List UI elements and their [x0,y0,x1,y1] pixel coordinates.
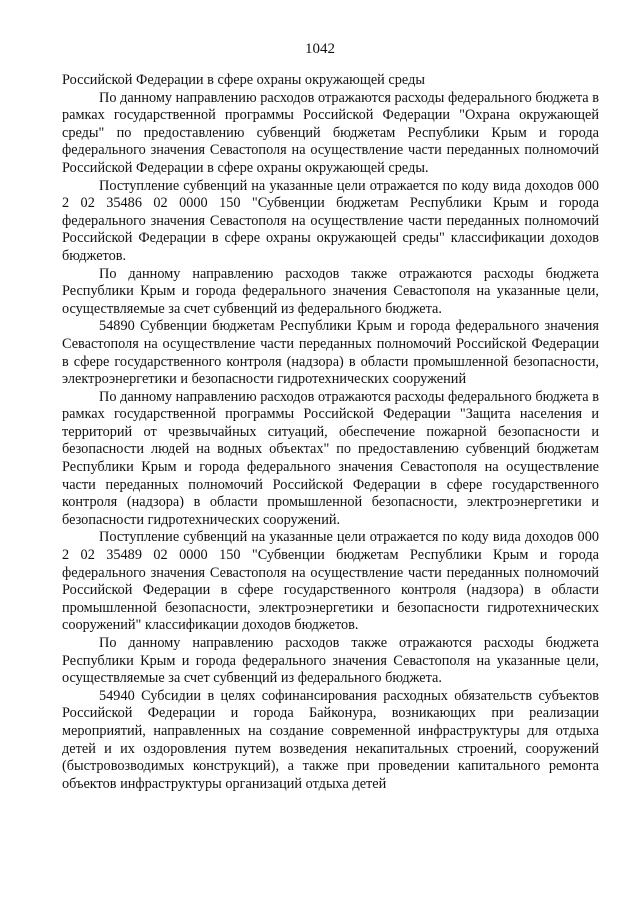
paragraph: По данному направлению расходов также отражаются расходы бюджета Республики Крым и города федерального значения Севастополя на указанные цели, осуществляемые за счет субвенций из федерального бюджета. [62,265,599,317]
section-heading-54940: 54940 Субсидии в целях софинансирования расходных обязательств субъектов Российской Федерации и города Байконура, возникающих при реализации мероприятий, направленных на создание современной инфраструктуры для отдыха детей и их оздоровления путем возведения некапитальных строений, сооружений (быстровозводимых конструкций), а также при проведении капитального ремонта объектов инфраструктуры организаций отдыха детей [62,687,599,792]
page-number: 1042 [305,41,335,57]
paragraph: Поступление субвенций на указанные цели отражается по коду вида доходов 000 2 02 35486 02 0000 150 "Субвенции бюджетам Республики Крым и города федерального значения Севастополя на осуществление части переданных полномочий Российской Федерации в сфере охраны окружающей среды" классификации доходов бюджетов. [62,177,599,264]
paragraph-continuation: Российской Федерации в сфере охраны окружающей среды [62,72,425,88]
paragraph: По данному направлению расходов отражаются расходы федерального бюджета в рамках государственной программы Российской Федерации "Охрана окружающей среды" по предоставлению субвенций бюджетам Республики Крым и города федерального значения Севастополя на осуществление части переданных полномочий Российской Федерации в сфере охраны окружающей среды. [62,89,599,176]
paragraph: Поступление субвенций на указанные цели отражается по коду вида доходов 000 2 02 35489 02 0000 150 "Субвенции бюджетам Республики Крым и города федерального значения Севастополя на осуществление части переданных полномочий Российской Федерации в сфере государственного контроля (надзора) в области промышленной безопасности, электроэнергетики и безопасности гидротехнических сооружений" классификации доходов бюджетов. [62,529,599,634]
paragraph: По данному направлению расходов отражаются расходы федерального бюджета в рамках государственной программы Российской Федерации "Защита населения и территорий от чрезвычайных ситуаций, обеспечение пожарной безопасности и безопасности людей на водных объектах" по предоставлению субвенций бюджетам Республики Крым и города федерального значения Севастополя на осуществление части переданных полномочий Российской Федерации в сфере государственного контроля (надзора) в области промышленной безопасности, электроэнергетики и безопасности гидротехнических сооружений. [62,388,599,528]
body-text [62,72,599,793]
paragraph: По данному направлению расходов также отражаются расходы бюджета Республики Крым и города федерального значения Севастополя на указанные цели, осуществляемые за счет субвенций из федерального бюджета. [62,635,599,687]
section-heading-54890: 54890 Субвенции бюджетам Республики Крым и города федерального значения Севастополя на осуществление части переданных полномочий Российской Федерации в сфере государственного контроля (надзора) в области промышленной безопасности, электроэнергетики и безопасности гидротехнических сооружений [62,318,599,388]
